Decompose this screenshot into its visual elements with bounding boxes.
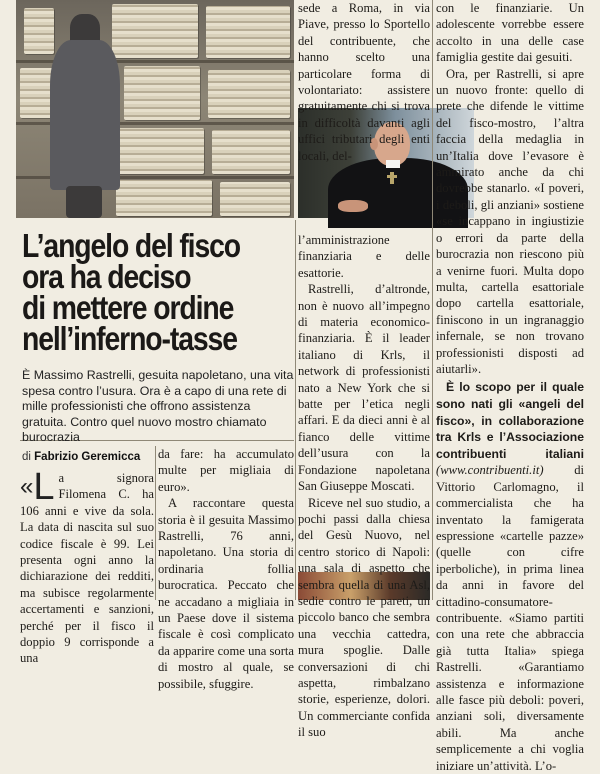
paper-stack — [112, 4, 198, 58]
article-column-right — [436, 0, 584, 773]
paper-stack — [220, 182, 290, 216]
paper-stack — [208, 70, 290, 118]
person-coat — [50, 40, 120, 190]
article-paragraph: A raccontare questa storia è il gesuita Massimo Rastrelli, 76 anni, napoletano. Una storia di ordinaria follia burocratica. Peccato che ne accadano a migliaia in un Paese dove il sistema fiscale è così complicato da apparire come una sorta di mostro al quale, se possibile, sfuggire. — [158, 496, 294, 691]
paper-stack — [24, 8, 54, 54]
headline — [22, 227, 290, 357]
lead-paragraph — [20, 466, 154, 667]
archive-photo — [16, 0, 294, 218]
website-link: (www.contribuenti.it) — [436, 463, 544, 478]
box-body-text: di Vittorio Carlomagno, il commercialista che ha inventato la famigerata espressione «cartelle pazze» (quelle con cifre iperboliche), in prima linea da anni in favore del cittadino-consumatore-contribuente. «Siamo partiti con una rete che abbraccia già tutta Italia» spiega Rastrelli. «Garantiamo assistenza e informazione alle fasce più deboli: poveri, anziani soli, diversamente abili. Ma anche semplicemente a chi voglia iniziare un’attività. L’o- — [436, 463, 584, 773]
column-rule — [155, 446, 156, 600]
article-paragraph: sede a Roma, in via Piave, presso lo Sportello del contribuente, che hanno scelto una particolare forma di volontariato: assistere gratuitamente chi si trova in difficoltà davanti agli uffici tributari degli enti locali, del- — [298, 1, 430, 163]
byline-author: Fabrizio Geremicca — [34, 451, 141, 463]
article-paragraph: l’amministrazione finanziaria e delle esattorie. — [298, 233, 430, 280]
article-paragraph: Rastrelli, d’altronde, non è nuovo all’impegno di materia economico-finanziaria. È il leader italiano di Krls, il network di professionisti nato a New York che si batte per l’etica negli affari. E da dieci anni è al fianco delle vittime dell’usura con la Fondazione napoletana San Giuseppe Moscati. — [298, 282, 430, 494]
paper-stack — [124, 66, 200, 120]
guillemet-mark: « — [20, 473, 34, 500]
cross-icon — [390, 172, 394, 184]
article-column-lead — [20, 466, 154, 666]
article-column-lead-2 — [158, 446, 294, 691]
paper-stack — [206, 6, 290, 58]
headline-line: di mettere ordine — [22, 289, 234, 326]
drop-cap — [20, 466, 55, 508]
article-paragraph: Riceve nel suo studio, a pochi passi dalla chiesa del Gesù Nuovo, nel centro storico di Napoli: una sala di aspetto che sembra quella di una Asl, sedie contro le pareti, un piccolo banco che sembra una vecchia cattedra, mura spoglie. Dalle conversazioni di chi aspetta, rimbalzano storie, esperienze, dolori. Un commerciante confida il suo — [298, 495, 430, 740]
article-column-top-middle — [298, 0, 430, 163]
column-rule — [432, 0, 433, 600]
article-paragraph: da fare: ha accumulato multe per migliaia di euro». — [158, 447, 294, 494]
lead-text: a signora Filomena C. ha 106 anni e vive da sola. La data di nascita sul suo codice fiscale è 99. Lei presenta ogni anno la dichiarazione dei redditi, ma subisce regolarmente accertamenti e sanzioni, perché per il fisco il doppio 9 corrisponde a una — [20, 471, 154, 666]
priest-hands — [338, 200, 368, 212]
drop-cap-letter: L — [33, 466, 55, 508]
byline-prefix: di — [22, 451, 31, 463]
headline-line: ora ha deciso — [22, 258, 191, 295]
headline-line: nell’inferno-tasse — [22, 320, 237, 357]
article-paragraph: con le finanziarie. Un adolescente vorrebbe essere accolto in una delle case famiglia gestite dai gesuiti. — [436, 1, 584, 65]
box-bold-text: È lo scopo per il quale sono nati gli «angeli del fisco», in collaborazione tra Krls e l’Associazione contribuenti italiani — [436, 380, 584, 461]
column-rule — [295, 220, 296, 600]
article-paragraph-box — [436, 379, 584, 774]
article-paragraph: Ora, per Rastrelli, si apre un nuovo fronte: quello di prete che difende le vittime del fisco-mostro, l’altra faccia della medaglia in un’Italia dove l’evasore è ammirato anche da chi dovrebbe stanarlo. «I poveri, i deboli, gli anziani» sostiene «se incappano in ingiustizie o errori da parte della burocrazia non riescono più a venirne fuori. Multa dopo multa, cartella esattoriale dopo cartella esattoriale, finiscono in un ingranaggio infernale, se non trovano professionisti disposti ad aiutarli». — [436, 66, 584, 376]
article-column-middle — [298, 232, 430, 740]
paper-stack — [212, 130, 290, 174]
standfirst: È Massimo Rastrelli, gesuita napoletano, una vita spesa contro l’usura. Ora è a capo di una rete di mille professionisti che offrono assistenza gratuita. Contro quel nuovo mostro chiamato burocrazia — [22, 368, 294, 445]
person-legs — [66, 186, 102, 218]
headline-line: L’angelo del fisco — [22, 227, 241, 264]
paper-stack — [116, 180, 212, 216]
